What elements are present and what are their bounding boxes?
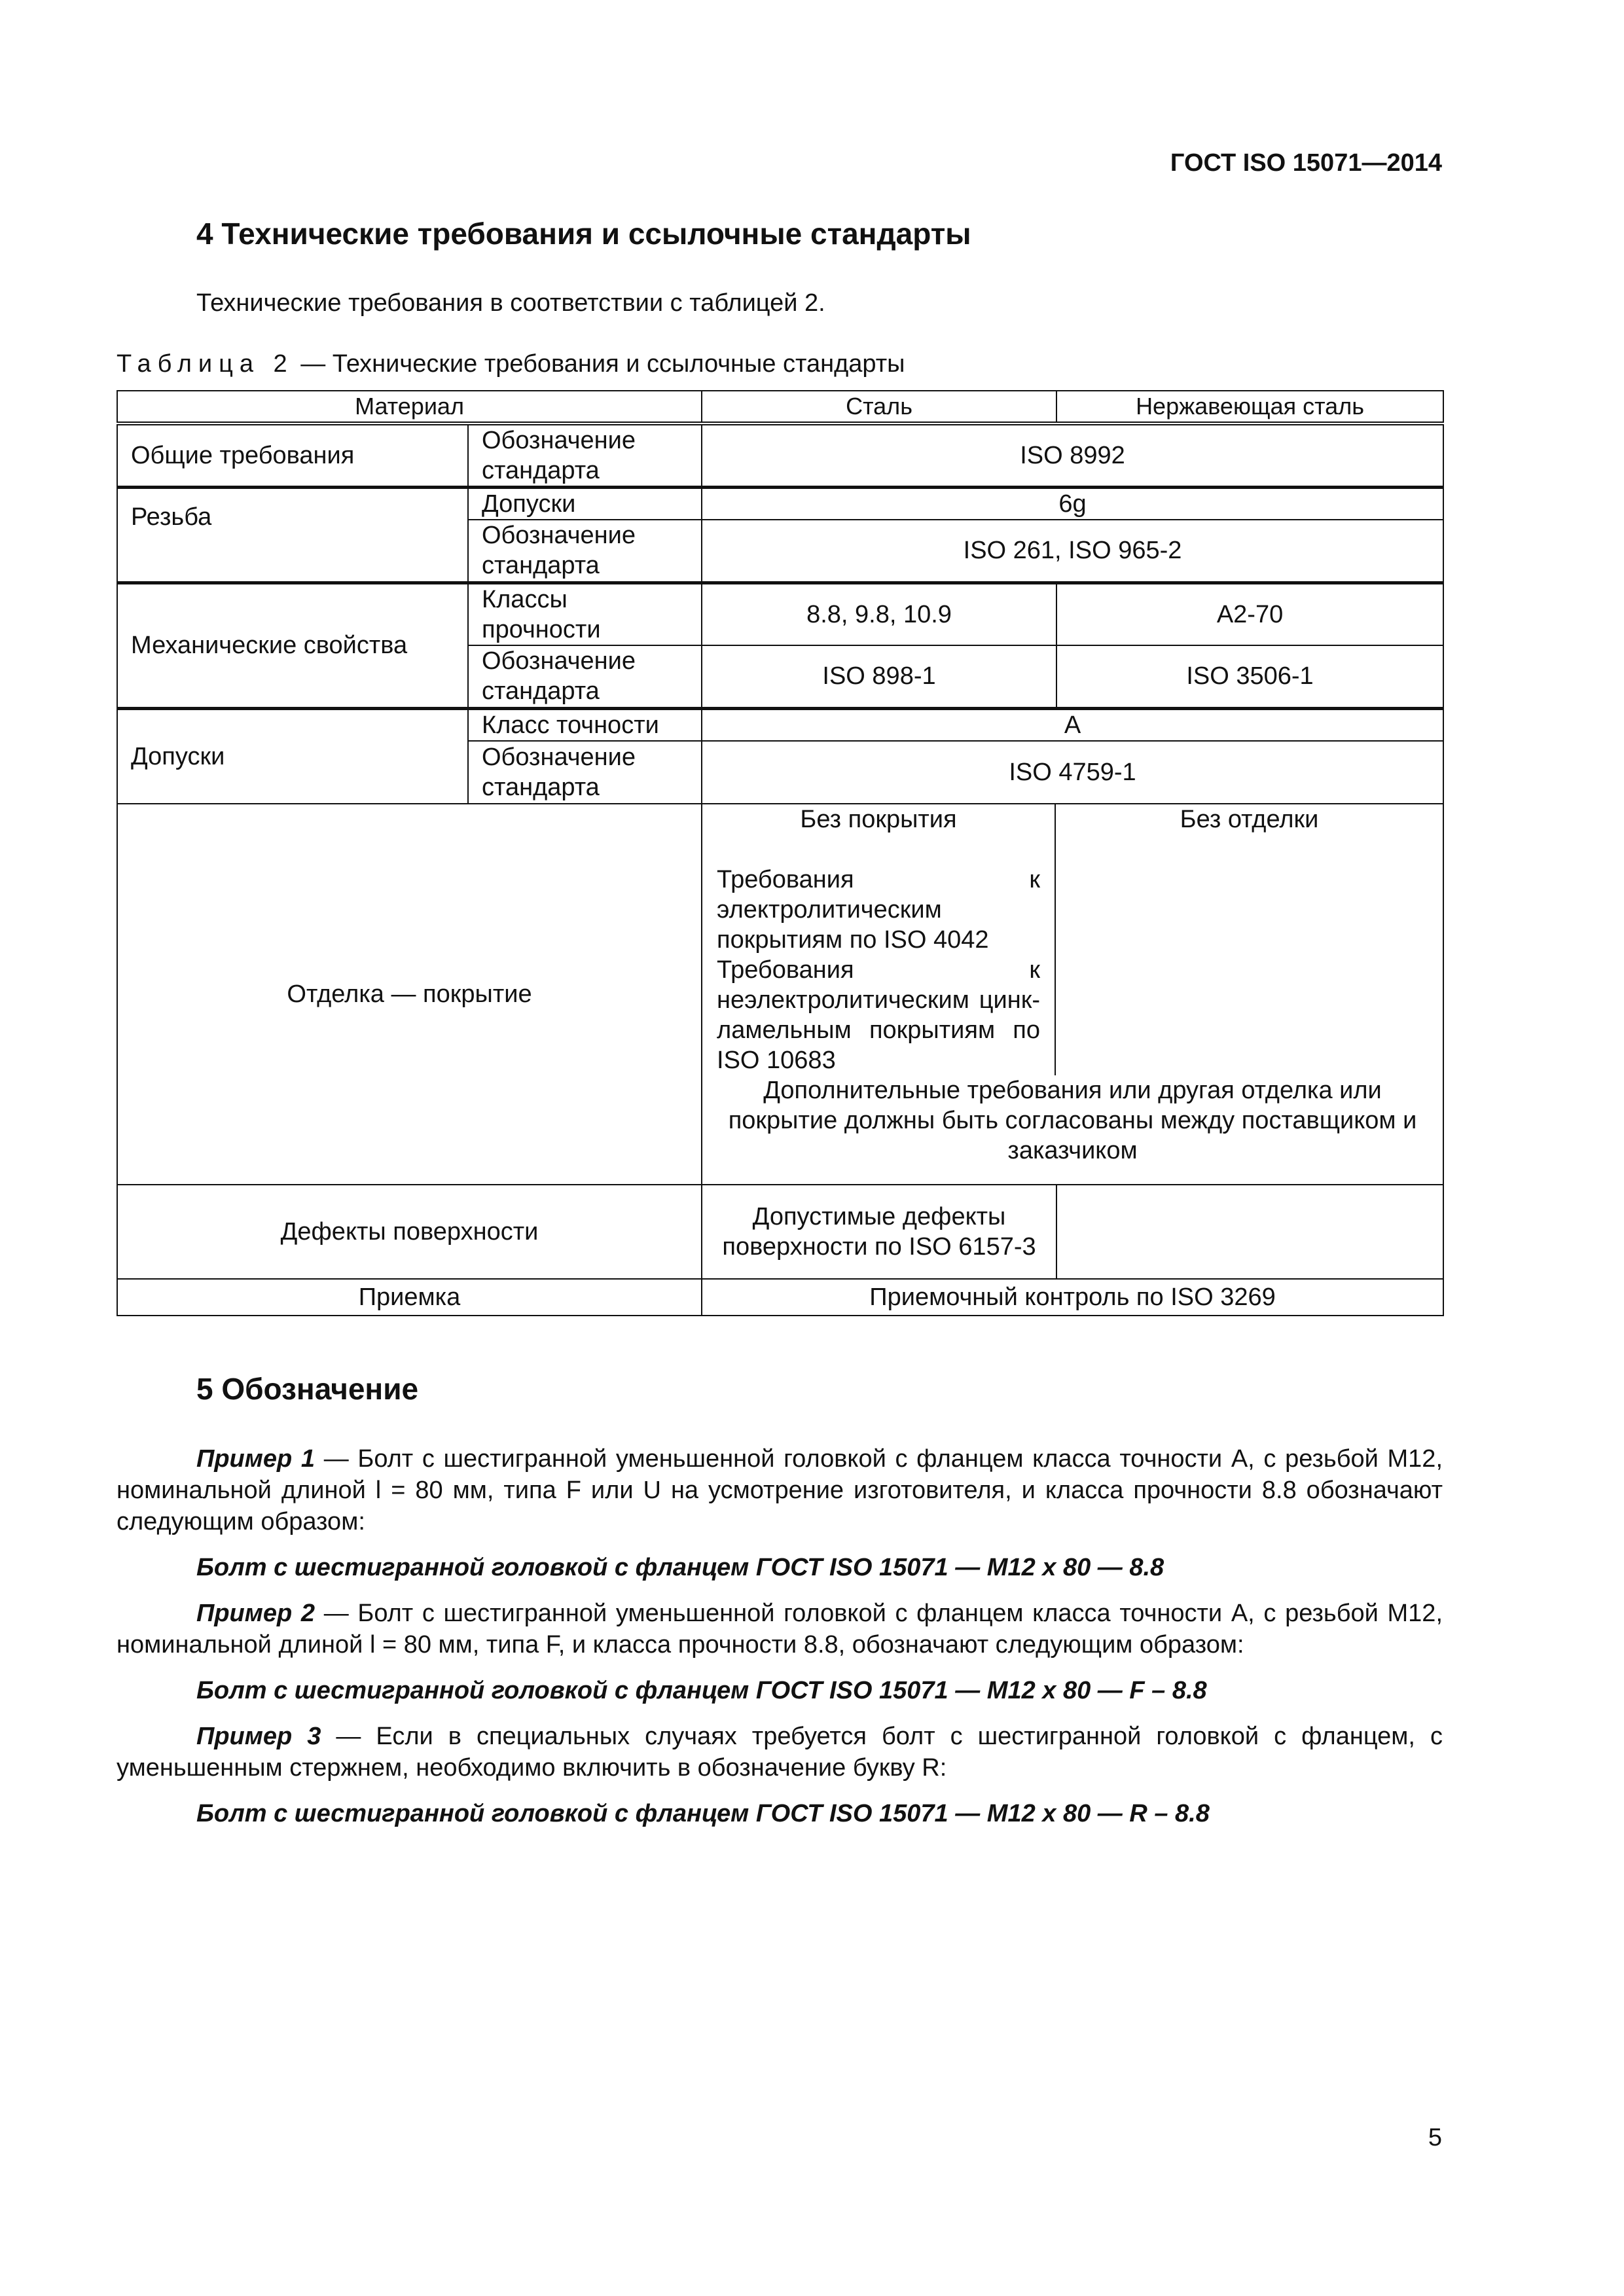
- row-mechanical-item: Обозначение стандарта: [468, 645, 702, 708]
- table-caption-label: Таблица 2: [117, 350, 294, 378]
- row-finish-group: Отделка — покрытие: [117, 804, 702, 1185]
- table-header-row: [117, 391, 1443, 423]
- example-2-designation: Болт с шестигранной головкой с фланцем ГОСТ ISO 15071 — M12 x 80 — F – 8.8: [196, 1677, 1207, 1704]
- row-mechanical-item: Классы прочности: [468, 583, 702, 645]
- row-mechanical-steel: ISO 898-1: [702, 645, 1056, 708]
- header-steel: Сталь: [702, 391, 1056, 423]
- table-row: [117, 583, 1443, 645]
- row-general-group: Общие требования: [117, 423, 468, 488]
- row-tolerances-value: ISO 4759-1: [702, 741, 1443, 804]
- row-thread-value: ISO 261, ISO 965-2: [702, 520, 1443, 583]
- example-2-label: Пример 2: [196, 1600, 316, 1627]
- example-1-paragraph: [117, 1443, 1443, 1537]
- table-row: [117, 804, 1443, 1185]
- section-4-title: 4 Технические требования и ссылочные стандарты: [196, 217, 971, 251]
- header-stainless: Нержавеющая сталь: [1056, 391, 1443, 423]
- header-material: Материал: [117, 391, 702, 423]
- row-tolerances-item: Обозначение стандарта: [468, 741, 702, 804]
- table-row: [117, 708, 1443, 741]
- row-surface-stainless: [1056, 1185, 1443, 1279]
- row-general-value: ISO 8992: [702, 423, 1443, 488]
- table-row: [117, 1279, 1443, 1316]
- section-5-title: 5 Обозначение: [196, 1372, 419, 1406]
- example-3-designation: Болт с шестигранной головкой с фланцем ГОСТ ISO 15071 — M12 x 80 — R – 8.8: [196, 1800, 1210, 1827]
- row-tolerances-value: A: [702, 708, 1443, 741]
- row-mechanical-stainless: ISO 3506-1: [1056, 645, 1443, 708]
- row-surface-group: Дефекты поверхности: [117, 1185, 702, 1279]
- example-3-text: — Если в специальных случаях требуется болт с шестигранной головкой с фланцем, с уменьшенным стержнем, необходимо включить в обозначение букву R:: [117, 1723, 1443, 1782]
- requirements-table: [117, 390, 1444, 1316]
- table-row: [117, 1185, 1443, 1279]
- row-finish-content: [702, 804, 1443, 1185]
- table-row: [117, 423, 1443, 488]
- row-mechanical-steel: 8.8, 9.8, 10.9: [702, 583, 1056, 645]
- row-tolerances-item: Класс точности: [468, 708, 702, 741]
- finish-steel-column: [702, 804, 1056, 1075]
- row-general-item: Обозначение стандарта: [468, 423, 702, 488]
- row-surface-steel: Допустимые дефекты поверхности по ISO 6157-3: [702, 1185, 1056, 1279]
- row-mechanical-group: Механические свойства: [117, 583, 468, 708]
- section-4-intro: Технические требования в соответствии с таблицей 2.: [196, 289, 825, 317]
- row-acceptance-value: Приемочный контроль по ISO 3269: [702, 1279, 1443, 1316]
- examples-block: [117, 1443, 1443, 1844]
- row-thread-item: Допуски: [468, 488, 702, 520]
- finish-stainless-column: [1056, 804, 1443, 1075]
- row-tolerances-group: Допуски: [117, 708, 468, 804]
- row-thread-group: Резьба: [117, 488, 468, 583]
- table-caption-text: — Технические требования и ссылочные стандарты: [293, 350, 905, 378]
- example-1-designation: Болт с шестигранной головкой с фланцем ГОСТ ISO 15071 — M12 x 80 — 8.8: [196, 1554, 1164, 1581]
- table-row: [117, 488, 1443, 520]
- document-code: ГОСТ ISO 15071—2014: [1170, 149, 1442, 177]
- example-1-text: — Болт с шестигранной уменьшенной головкой с фланцем класса точности A, с резьбой M12, номинальной длиной l = 80 мм, типа F или U на усмотрение изготовителя, и класса прочности 8.8 обозначают следующим образом:: [117, 1445, 1443, 1535]
- example-1-label: Пример 1: [196, 1445, 316, 1473]
- row-acceptance-group: Приемка: [117, 1279, 702, 1316]
- finish-steel-head: Без покрытия: [800, 805, 957, 833]
- row-thread-item: Обозначение стандарта: [468, 520, 702, 583]
- finish-agreement-note: Дополнительные требования или другая отделка или покрытие должны быть согласованы между поставщиком и заказчиком: [728, 1076, 1417, 1164]
- example-2-paragraph: [117, 1598, 1443, 1660]
- page-number: 5: [1428, 2124, 1442, 2151]
- row-mechanical-stainless: A2-70: [1056, 583, 1443, 645]
- finish-stainless-head: Без отделки: [1180, 805, 1319, 833]
- finish-req-nonelectrolytic: Требования к неэлектролитическим цинк-ламельным покрытиям по ISO 10683: [717, 956, 1041, 1074]
- example-2-text: — Болт с шестигранной уменьшенной головкой с фланцем класса точности A, с резьбой M12, номинальной длиной l = 80 мм, типа F, и класса прочности 8.8, обозначают следующим образом:: [117, 1600, 1443, 1659]
- row-thread-value: 6g: [702, 488, 1443, 520]
- example-3-label: Пример 3: [196, 1723, 321, 1750]
- finish-req-electrolytic: Требования к электролитическим покрытиям по ISO 4042: [717, 865, 1041, 954]
- table-caption: [117, 350, 905, 378]
- example-3-paragraph: [117, 1721, 1443, 1784]
